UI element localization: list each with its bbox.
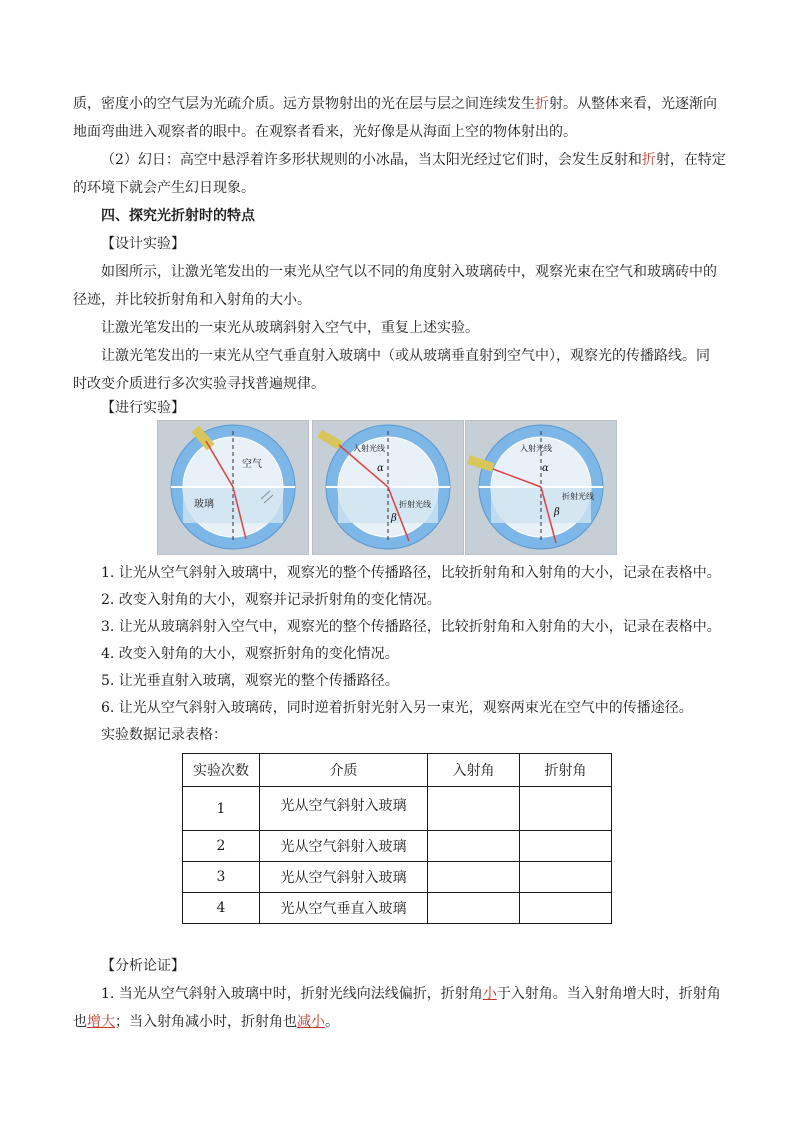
cell-refraction-input [520, 787, 612, 831]
step-4: 4. 改变入射角的大小，观察折射角的变化情况。 [101, 646, 399, 662]
protractor-diagram-3 [466, 421, 616, 554]
design-p1-line2: 径迹，并比较折射角和入射角的大小。 [73, 292, 311, 308]
label-alpha: α [377, 463, 384, 474]
analysis-line2: 也增大；当入射角减小时，折射角也减小。 [73, 1014, 339, 1030]
label-beta: β [554, 507, 560, 518]
label-refracted-ray: 折射光线 [399, 500, 431, 509]
label-air: 空气 [242, 459, 262, 470]
table-header-row [183, 754, 612, 787]
figure-protractor-3 [465, 420, 617, 555]
para-mirage-line2: 地面弯曲进入观察者的眼中。在观察者看来，光好像是从海面上空的物体射出的。 [73, 124, 577, 140]
figure-protractor-1 [157, 420, 309, 555]
analysis-line1: 1. 当光从空气斜射入玻璃中时，折射光线向法线偏折，折射角小于入射角。当入射角增大时，折射角 [101, 986, 721, 1002]
table-cell [183, 787, 260, 831]
figure-protractor-2 [312, 420, 464, 555]
step-1: 1. 让光从空气斜射入玻璃中，观察光的整个传播路径，比较折射角和入射角的大小，记录在表格中。 [101, 565, 721, 581]
conduct-heading: 【进行实验】 [101, 400, 185, 416]
experiment-figures [157, 420, 617, 555]
table-caption: 实验数据记录表格： [101, 727, 227, 743]
cell-refraction-input [520, 862, 612, 893]
step-5: 5. 让光垂直射入玻璃，观察光的整个传播路径。 [101, 673, 399, 689]
cell-medium: 光从空气垂直入玻璃 [260, 893, 428, 924]
design-p1-line1: 如图所示，让激光笔发出的一束光从空气以不同的角度射入玻璃砖中，观察光束在空气和玻璃砖中的 [101, 264, 717, 280]
section-title: 四、探究光折射时的特点 [101, 208, 255, 224]
label-alpha: α [542, 463, 549, 474]
header-medium: 介质 [260, 754, 428, 787]
table-row [183, 787, 612, 831]
cell-medium: 光从空气斜射入玻璃 [280, 798, 407, 814]
para-sundog-line2: 的环境下就会产生幻日现象。 [73, 180, 255, 196]
step-2: 2. 改变入射角的大小，观察并记录折射角的变化情况。 [101, 592, 441, 608]
cell-medium: 光从空气斜射入玻璃 [260, 831, 428, 862]
label-glass: 玻璃 [194, 499, 214, 510]
cell-incidence-input [428, 831, 520, 862]
design-p3-line2: 时改变介质进行多次实验寻找普遍规律。 [73, 376, 325, 392]
step-6: 6. 让光从空气斜射入玻璃砖，同时逆着折射光射入另一束光，观察两束光在空气中的传播途径。 [101, 700, 693, 716]
cell-medium: 光从空气斜射入玻璃 [260, 862, 428, 893]
table-row [183, 831, 612, 862]
label-incident-ray: 入射光线 [353, 444, 385, 453]
protractor-diagram-2 [313, 421, 463, 554]
cell-refraction-input [520, 893, 612, 924]
data-table [182, 753, 612, 924]
header-trial: 实验次数 [183, 754, 260, 787]
design-p2: 让激光笔发出的一束光从玻璃斜射入空气中，重复上述实验。 [101, 320, 479, 336]
cell-trial: 1 [216, 801, 226, 817]
design-p3-line1: 让激光笔发出的一束光从空气垂直射入玻璃中（或从玻璃垂直射到空气中），观察光的传播路线。同 [101, 348, 710, 364]
cell-trial: 3 [183, 862, 260, 893]
cell-incidence-input [428, 893, 520, 924]
para-mirage-line1: 质，密度小的空气层为光疏介质。远方景物射出的光在层与层之间连续发生折射。从整体来看，光逐渐向 [73, 96, 717, 112]
cell-trial: 2 [183, 831, 260, 862]
para-sundog-line1: （2）幻日：高空中悬浮着许多形状规则的小冰晶，当太阳光经过它们时，会发生反射和折射，在特定 [101, 152, 726, 168]
table-row [183, 893, 612, 924]
step-3: 3. 让光从玻璃斜射入空气中，观察光的整个传播路径，比较折射角和入射角的大小，记录在表格中。 [101, 619, 721, 635]
label-incident-ray: 入射光线 [520, 444, 552, 453]
design-heading: 【设计实验】 [101, 236, 185, 252]
label-refracted-ray: 折射光线 [562, 492, 594, 501]
cell-refraction-input [520, 831, 612, 862]
analysis-heading: 【分析论证】 [101, 958, 185, 974]
label-beta: β [391, 513, 397, 524]
cell-incidence-input [428, 787, 520, 831]
cell-trial: 4 [183, 893, 260, 924]
protractor-diagram-1 [158, 421, 308, 554]
header-refraction-angle: 折射角 [520, 754, 612, 787]
table-row [183, 862, 612, 893]
cell-incidence-input [428, 862, 520, 893]
header-incidence-angle: 入射角 [428, 754, 520, 787]
table-cell [260, 787, 428, 831]
